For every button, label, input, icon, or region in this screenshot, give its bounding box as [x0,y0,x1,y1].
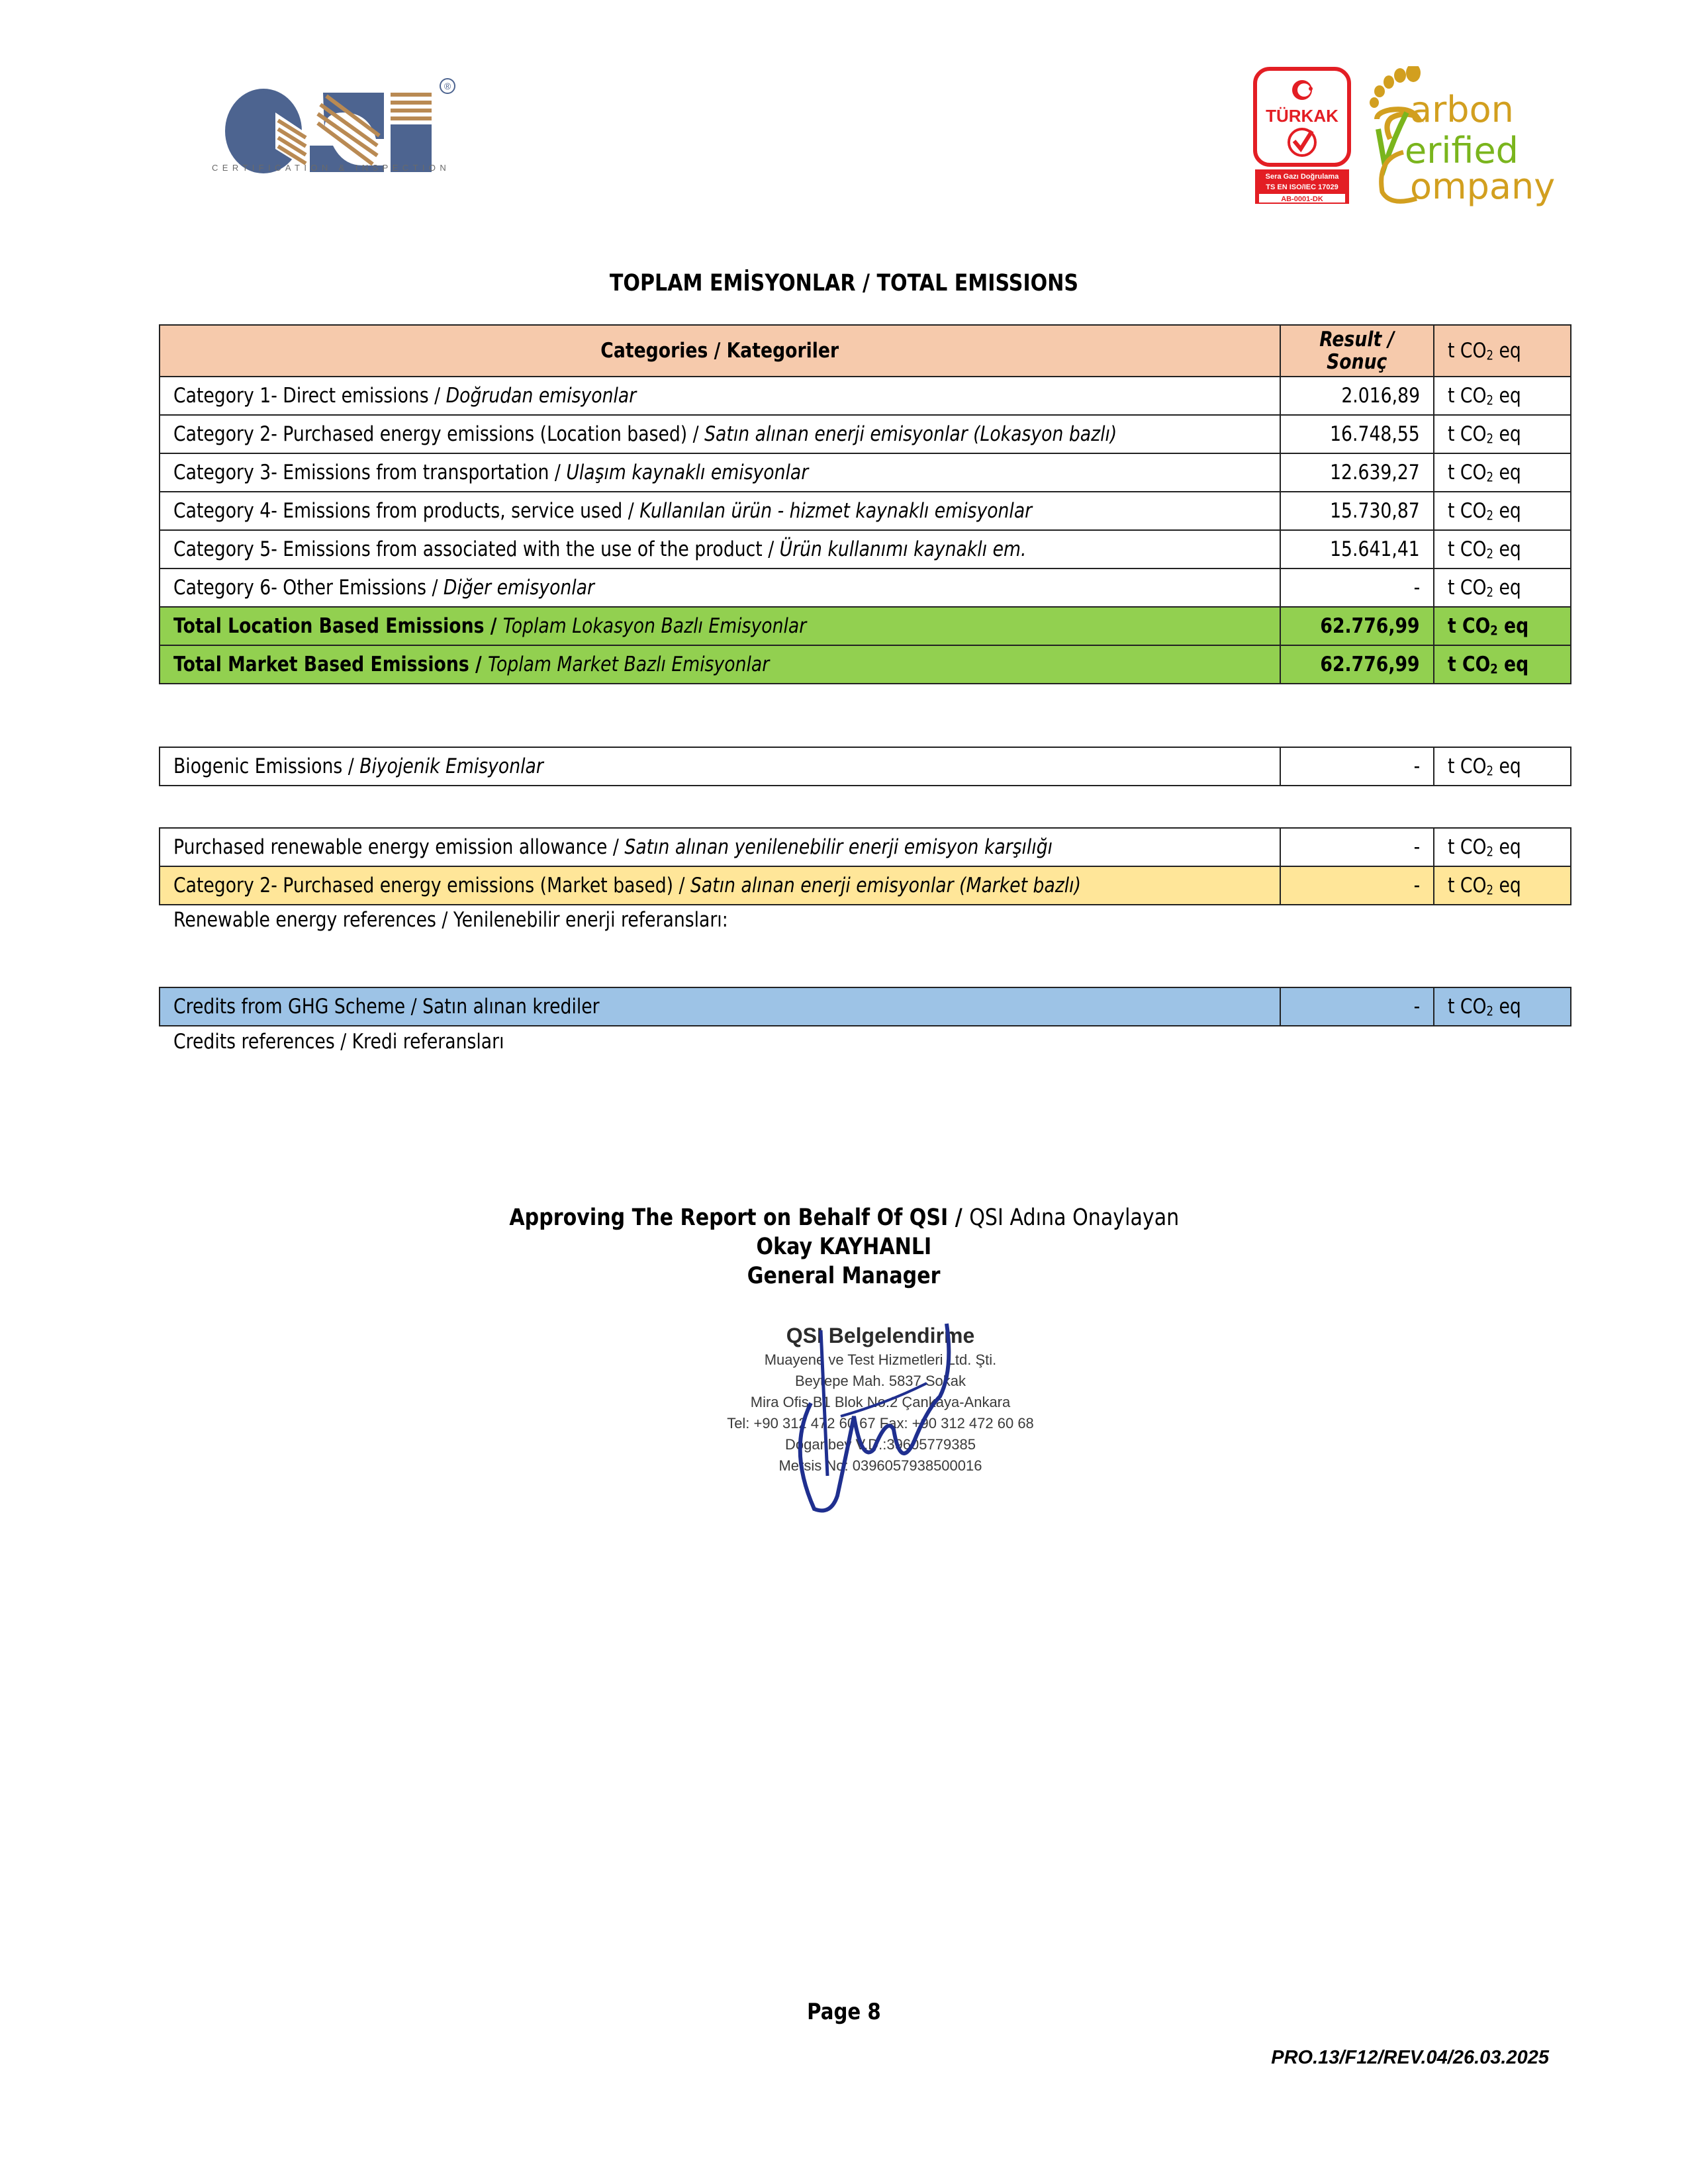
unit-cell: t $CO_2$ eq [1434,453,1571,492]
signature-icon [688,1317,1072,1516]
total-location-row [160,607,1571,645]
unit-cell: t $CO_2$ eq [1434,569,1571,607]
approval-line: Approving The Report on Behalf Of QSI / QSI Adına Onaylayan [509,1205,1179,1231]
category-cell: Category 3- Emissions from transportation / Ulaşım kaynaklı emisyonlar [160,453,1280,492]
market-based-value: - [1280,866,1434,905]
svg-text:®: ® [444,81,451,91]
credits-table [159,987,1571,1026]
table-row [160,530,1571,569]
renewable-references-label: Renewable energy references / Yenilenebilir enerji referansları: [173,908,728,932]
stamp-company: QSI Belgelendirme [786,1324,975,1347]
credits-label: Credits from GHG Scheme / Satın alınan krediler [160,987,1280,1026]
table-row [160,415,1571,453]
company-stamp [688,1317,1072,1516]
total-label-cell: Total Location Based Emissions / Toplam Lokasyon Bazlı Emisyonlar [160,607,1280,645]
stamp-line: Mira Ofis B1 Blok No:2 Çankaya-Ankara [750,1394,1011,1410]
stamp-line: Muayene ve Test Hizmetleri Ltd. Şti. [764,1351,997,1368]
header-unit: t $CO_2$ eq [1434,325,1571,377]
result-cell: 2.016,89 [1280,377,1434,415]
turkak-badge [1252,66,1352,206]
qsi-logo-icon [211,66,462,179]
category-cell: Category 6- Other Emissions / Diğer emisyonlar [160,569,1280,607]
result-cell: 16.748,55 [1280,415,1434,453]
category-cell: Category 4- Emissions from products, service used / Kullanılan ürün - hizmet kaynaklı emisyonlar [160,492,1280,530]
credits-value: - [1280,987,1434,1026]
market-based-unit: t $CO_2$ eq [1434,866,1571,905]
svg-text:TS EN ISO/IEC 17029: TS EN ISO/IEC 17029 [1266,183,1338,191]
form-revision-code: PRO.13/F12/REV.04/26.03.2025 [1271,2047,1549,2068]
header-result: Result / Sonuç [1280,325,1434,377]
svg-text:Sera Gazı Doğrulama: Sera Gazı Doğrulama [1265,173,1339,181]
table-row [160,377,1571,415]
market-based-label: Category 2- Purchased energy emissions (Market based) / Satın alınan enerji emisyonlar (Market bazlı) [160,866,1280,905]
header-categories: Categories / Kategoriler [160,325,1280,377]
svg-text:AB-0001-DK: AB-0001-DK [1281,195,1323,203]
result-cell: 15.730,87 [1280,492,1434,530]
unit-cell: t $CO_2$ eq [1434,492,1571,530]
table-row [160,453,1571,492]
category-cell: Category 2- Purchased energy emissions (Location based) / Satın alınan enerji emisyonlar (Lokasyon bazlı) [160,415,1280,453]
approver-name: Okay KAYHANLI [756,1234,932,1260]
renewable-value: - [1280,828,1434,866]
result-cell: 12.639,27 [1280,453,1434,492]
table-row [160,492,1571,530]
renewable-label: Purchased renewable energy emission allowance / Satın alınan yenilenebilir enerji emisyon karşılığı [160,828,1280,866]
credits-row [160,987,1571,1026]
category-cell: Category 1- Direct emissions / Doğrudan emisyonlar [160,377,1280,415]
total-unit-cell: t $CO_2$ eq [1434,607,1571,645]
stamp-line: Beytepe Mah. 5837 Sokak [794,1373,966,1389]
biogenic-unit: t $CO_2$ eq [1434,747,1571,786]
renewable-allowance-row [160,828,1571,866]
total-emissions-table [159,324,1571,684]
svg-text:erified: erified [1405,130,1519,171]
table-row [160,569,1571,607]
biogenic-row [160,747,1571,786]
approver-position: General Manager [747,1263,941,1289]
biogenic-label: Biogenic Emissions / Biyojenik Emisyonlar [160,747,1280,786]
renewable-table [159,827,1571,905]
total-unit-cell: t $CO_2$ eq [1434,645,1571,684]
biogenic-value: - [1280,747,1434,786]
page-number: Page 8 [807,1999,881,2025]
total-market-row [160,645,1571,684]
category-cell: Category 5- Emissions from associated with the use of the product / Ürün kullanımı kaynaklı em. [160,530,1280,569]
page-title: TOPLAM EMİSYONLAR / TOTAL EMISSIONS [609,270,1079,296]
total-value-cell: 62.776,99 [1280,607,1434,645]
svg-text:arbon: arbon [1410,89,1514,130]
result-cell: 15.641,41 [1280,530,1434,569]
total-label-cell: Total Market Based Emissions / Toplam Market Bazlı Emisyonlar [160,645,1280,684]
stamp-line: Tel: +90 312 472 60 67 Fax: +90 312 472 60 68 [727,1415,1034,1432]
credits-references-label: Credits references / Kredi referansları [173,1030,504,1054]
result-cell: - [1280,569,1434,607]
market-based-row [160,866,1571,905]
unit-cell: t $CO_2$ eq [1434,530,1571,569]
renewable-unit: t $CO_2$ eq [1434,828,1571,866]
stamp-line: Mersis No: 0396057938500016 [778,1457,982,1474]
table-header-row [160,325,1571,377]
turkak-accreditation-icon [1252,66,1352,206]
carbon-verified-badge [1364,66,1562,206]
qsi-logo [211,66,462,179]
qsi-tagline: CERTIFICATION & INSPECTION [212,163,451,173]
footprint-icon [1364,66,1562,206]
unit-cell: t $CO_2$ eq [1434,377,1571,415]
total-value-cell: 62.776,99 [1280,645,1434,684]
biogenic-table [159,747,1571,786]
stamp-line: Doganbey V.D.:39605779385 [785,1436,976,1453]
svg-text:ompany: ompany [1410,165,1556,206]
unit-cell: t $CO_2$ eq [1434,415,1571,453]
credits-unit: t $CO_2$ eq [1434,987,1571,1026]
svg-text:TÜRKAK: TÜRKAK [1266,106,1338,126]
